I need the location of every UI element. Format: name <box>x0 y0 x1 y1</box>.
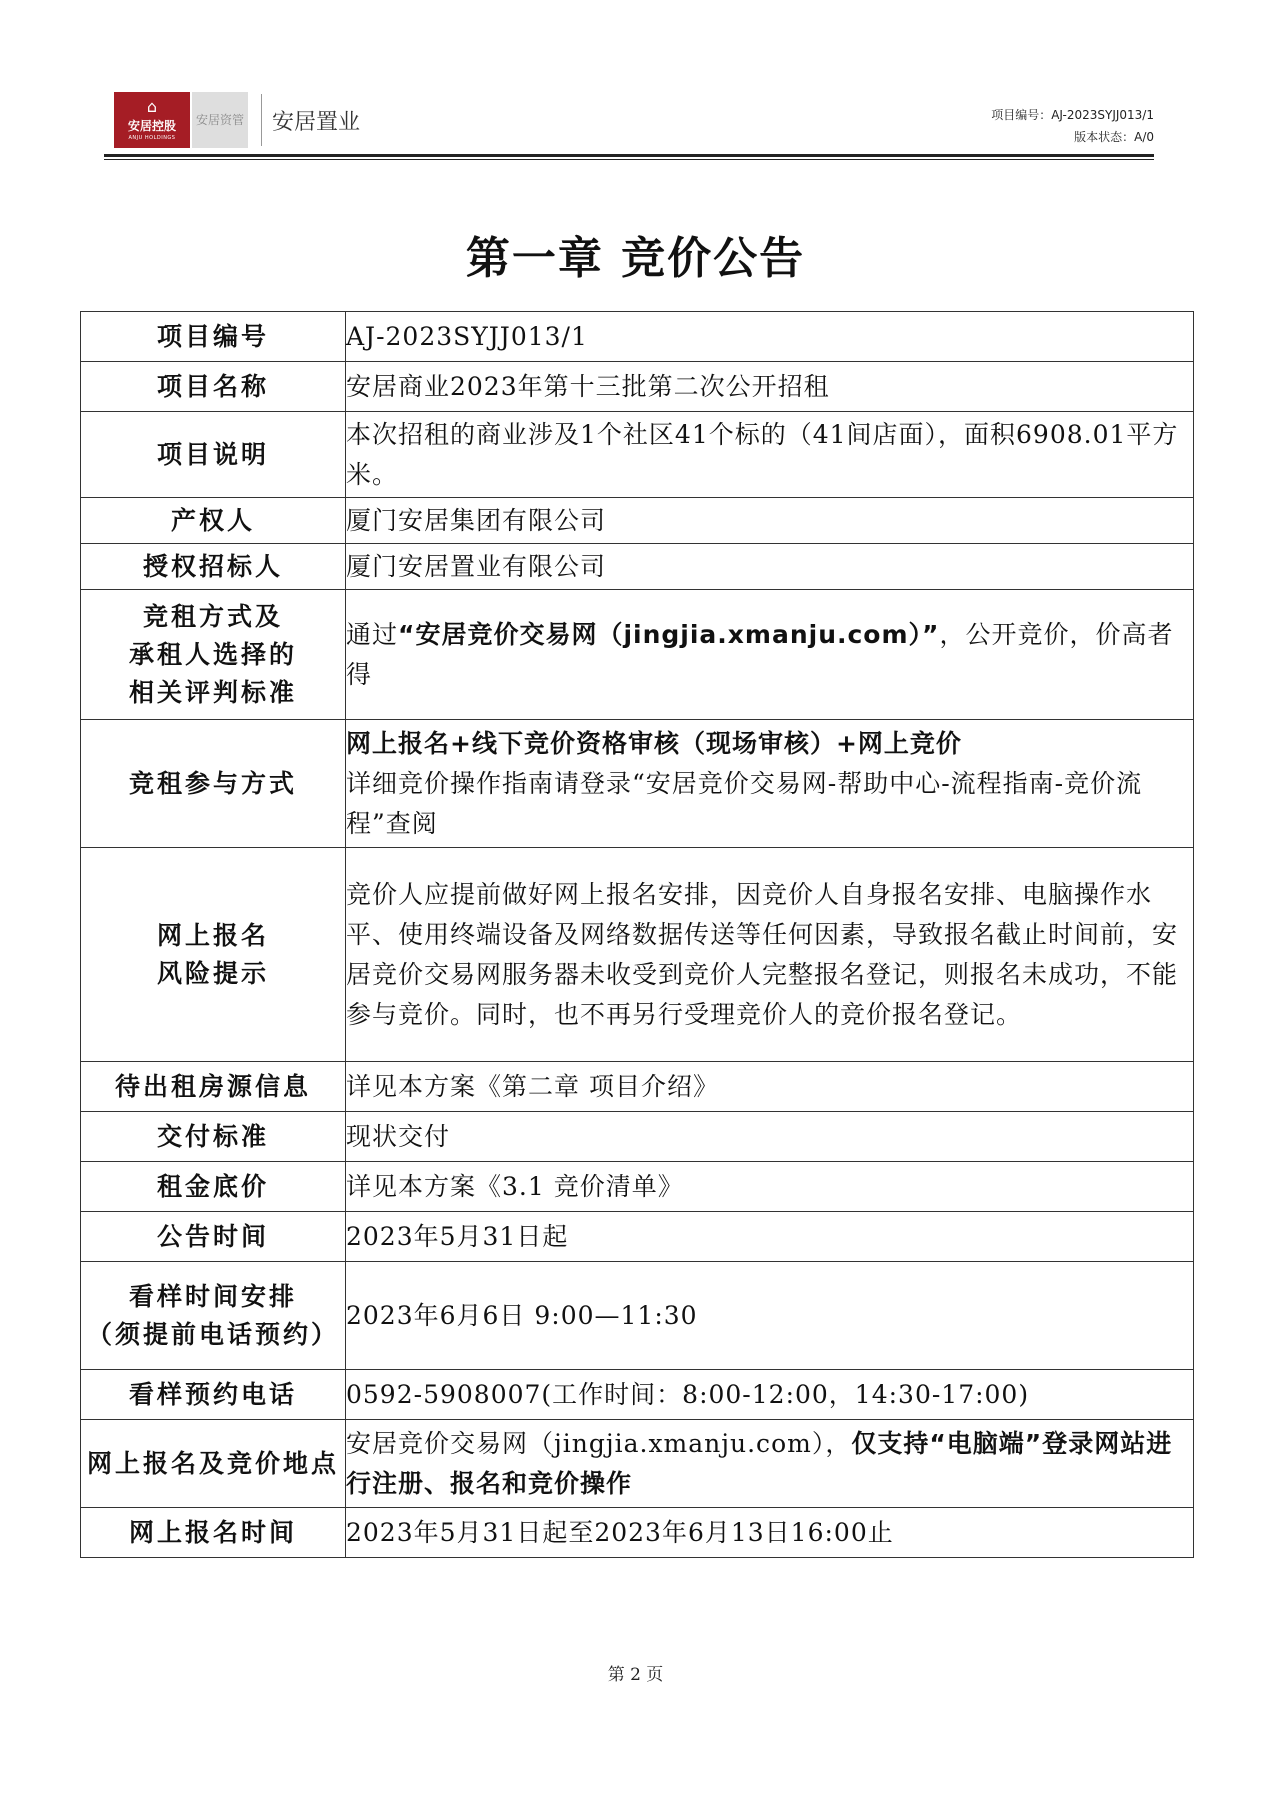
row-label: 项目名称 <box>81 362 346 412</box>
row-value: 安居商业2023年第十三批第二次公开招租 <box>346 362 1194 412</box>
doc-meta <box>991 104 1154 148</box>
row-value: AJ-2023SYJJ013/1 <box>346 312 1194 362</box>
project-number-meta: 项目编号：AJ-2023SYJJ013/1 <box>991 108 1154 122</box>
row-value <box>346 1420 1194 1508</box>
row-label: 竞租参与方式 <box>81 720 346 848</box>
row-value <box>346 590 1194 720</box>
brand-name: 安居置业 <box>272 110 361 135</box>
row-value: 详见本方案《3.1 竞价清单》 <box>346 1162 1194 1212</box>
venue-pc-only-note: 仅支持“电脑端”登录网站进行注册、报名和竞价操作 <box>346 1428 1173 1498</box>
row-label: 待出租房源信息 <box>81 1062 346 1112</box>
table-row <box>81 1212 1194 1262</box>
label-line: 竞租方式及 <box>142 601 283 631</box>
row-value: 厦门安居置业有限公司 <box>346 544 1194 590</box>
table-row <box>81 498 1194 544</box>
house-logo-icon: ⌂ <box>146 97 158 116</box>
row-value: 2023年5月31日起 <box>346 1212 1194 1262</box>
table-row <box>81 1112 1194 1162</box>
row-label: 租金底价 <box>81 1162 346 1212</box>
row-label: 项目说明 <box>81 412 346 498</box>
table-row <box>81 362 1194 412</box>
method-platform: “安居竞价交易网（jingjia.xmanju.com）” <box>398 619 940 649</box>
header-rule-thick <box>104 154 1154 157</box>
logo-en-text: ANJU HOLDINGS <box>128 135 176 141</box>
header-divider <box>261 94 262 146</box>
method-suffix: ，公开竞价，价高者得 <box>346 619 1174 689</box>
row-label: 看样预约电话 <box>81 1370 346 1420</box>
table-row <box>81 544 1194 590</box>
table-row <box>81 590 1194 720</box>
row-label: 授权招标人 <box>81 544 346 590</box>
label-line: （须提前电话预约） <box>86 1319 339 1349</box>
venue-platform: 安居竞价交易网（jingjia.xmanju.com）， <box>346 1428 852 1458</box>
asset-management-logo: 安居资管 <box>192 92 248 148</box>
page-number: 第 2 页 <box>607 1665 664 1685</box>
table-row <box>81 848 1194 1062</box>
logo-cn-text: 安居控股 <box>127 119 176 133</box>
table-row <box>81 720 1194 848</box>
row-value: 2023年5月31日起至2023年6月13日16:00止 <box>346 1508 1194 1558</box>
label-line: 相关评判标准 <box>128 677 297 707</box>
page-header <box>104 92 1154 156</box>
version-meta: 版本状态：A/0 <box>1074 130 1154 144</box>
table-row <box>81 312 1194 362</box>
row-label: 网上报名时间 <box>81 1508 346 1558</box>
table-row <box>81 1370 1194 1420</box>
table-row <box>81 412 1194 498</box>
label-line: 风险提示 <box>156 958 269 988</box>
participation-steps: 网上报名+线下竞价资格审核（现场审核）+网上竞价 <box>346 728 962 758</box>
label-line: 看样时间安排 <box>128 1281 297 1311</box>
row-label: 交付标准 <box>81 1112 346 1162</box>
row-value: 厦门安居集团有限公司 <box>346 498 1194 544</box>
row-label: 项目编号 <box>81 312 346 362</box>
row-label <box>81 848 346 1062</box>
anju-holdings-logo <box>114 92 190 148</box>
row-label: 公告时间 <box>81 1212 346 1262</box>
row-value: 0592-5908007(工作时间：8:00-12:00，14:30-17:00) <box>346 1370 1194 1420</box>
row-label <box>81 590 346 720</box>
row-value <box>346 720 1194 848</box>
row-label: 产权人 <box>81 498 346 544</box>
table-row <box>81 1262 1194 1370</box>
method-prefix: 通过 <box>346 619 399 649</box>
table-row <box>81 1062 1194 1112</box>
row-value: 本次招租的商业涉及1个社区41个标的（41间店面），面积6908.01平方米。 <box>346 412 1194 498</box>
row-value: 现状交付 <box>346 1112 1194 1162</box>
announcement-table <box>80 311 1194 1558</box>
participation-guide: 详细竞价操作指南请登录“安居竞价交易网-帮助中心-流程指南-竞价流程”查阅 <box>346 768 1143 838</box>
label-line: 网上报名 <box>156 920 269 950</box>
table-row <box>81 1508 1194 1558</box>
row-value: 竞价人应提前做好网上报名安排，因竞价人自身报名安排、电脑操作水平、使用终端设备及网络数据传送等任何因素，导致报名截止时间前，安居竞价交易网服务器未收受到竞价人完整报名登记，则报名未成功，不能参与竞价。同时，也不再另行受理竞价人的竞价报名登记。 <box>346 848 1194 1062</box>
row-label: 网上报名及竞价地点 <box>81 1420 346 1508</box>
row-value: 详见本方案《第二章 项目介绍》 <box>346 1062 1194 1112</box>
header-rule-thin <box>104 159 1154 160</box>
row-value: 2023年6月6日 9:00—11:30 <box>346 1262 1194 1370</box>
row-label <box>81 1262 346 1370</box>
table-row <box>81 1162 1194 1212</box>
label-line: 承租人选择的 <box>128 639 297 669</box>
table-row <box>81 1420 1194 1508</box>
chapter-title: 第一章 竞价公告 <box>465 233 806 284</box>
